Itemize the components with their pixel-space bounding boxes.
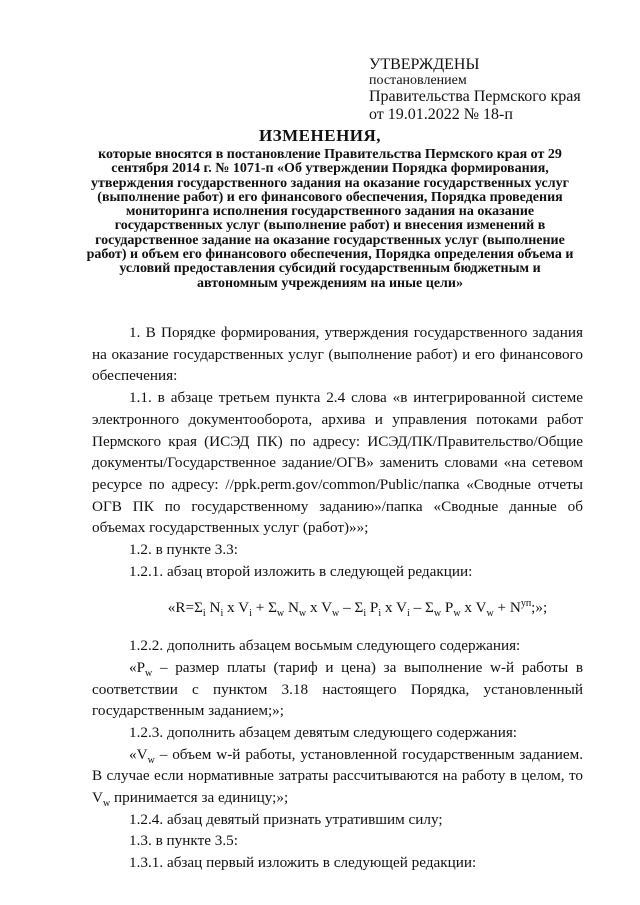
paragraph: 1.2.1. абзац второй изложить в следующей редакции:	[129, 562, 473, 580]
approval-line: постановлением	[369, 73, 467, 88]
paragraph: 1.3. в пункте 3.5:	[129, 832, 238, 850]
approval-date: от 19.01.2022 № 18-п	[369, 106, 513, 123]
document-body	[92, 322, 583, 874]
paragraph: 1.1. в абзаце третьем пункта 2.4 слова «в интегрированной системе электронного документооборота, архива и управления потоками работ Пермского края (ИСЭД ПК) по адресу: ИСЭД/ПК/Правительство/Общие документы/Государственное задание/ОГВ» заменить словами «на сетевом ресурсе по адресу: //ppk.perm.gov/common/Public/папка «Сводные отчеты ОГВ ПК по государственному заданию»/папка «Сводные данные об объемах государственных услуг (работ)»»;	[92, 389, 583, 537]
paragraph: 1.2. в пункте 3.3:	[129, 541, 238, 559]
paragraph: 1.2.2. дополнить абзацем восьмым следующего содержания:	[129, 637, 521, 655]
document-subtitle: которые вносятся в постановление Правительства Пермского края от 29 сентября 2014 г. № 1071-п «Об утверждении Порядка формирования, утверждения государственного задания на оказание государственных услуг (выполнение работ) и его финансового обеспечения, Порядка проведения мониторинга исполнения государственного задания на оказание государственных услуг (выполнение работ) и внесения изменений в государственное задание на оказание государственных услуг (выполнение работ) и объем его финансового обеспечения, Порядка определения объема и условий предоставления субсидий государственным бюджетным и автономным учреждениям на иные цели»	[86, 147, 574, 291]
approval-authority: Правительства Пермского края	[369, 88, 581, 105]
paragraph: 1. В Порядке формирования, утверждения государственного задания на оказание государственных услуг (выполнение работ) и его финансового обеспечения:	[92, 324, 583, 385]
paragraph: 1.2.3. дополнить абзацем девятым следующего содержания:	[129, 723, 518, 741]
paragraph: «$P_w$ – размер платы (тариф и цена) за выполнение w-й работы в соответствии с пунктом 3.18 настоящего Порядка, установленный государственным заданием;»;	[92, 658, 583, 720]
approval-block	[369, 56, 619, 124]
formula: «$R=\Sigma_i$ $N_i$ x $V_i + \Sigma_w$ $N_w$ x $V_w - \Sigma_i$ $P_i$ x $V_i - \Sigma_w$ $P_w$ x $V_w + N^{уп}$;»;	[167, 598, 548, 620]
paragraph: 1.3.1. абзац первый изложить в следующей редакции:	[129, 854, 477, 872]
approval-stamp: УТВЕРЖДЕНЫ	[369, 56, 480, 73]
document-title: ИЗМЕНЕНИЯ,	[258, 126, 382, 145]
paragraph: «$V_w$ – объем w-й работы, установленной государственным заданием. В случае если нормативные затраты рассчитываются на работу в целом, то $V_w$ принимается за единицу;»;	[92, 745, 583, 810]
paragraph: 1.2.4. абзац девятый признать утратившим силу;	[129, 810, 443, 828]
